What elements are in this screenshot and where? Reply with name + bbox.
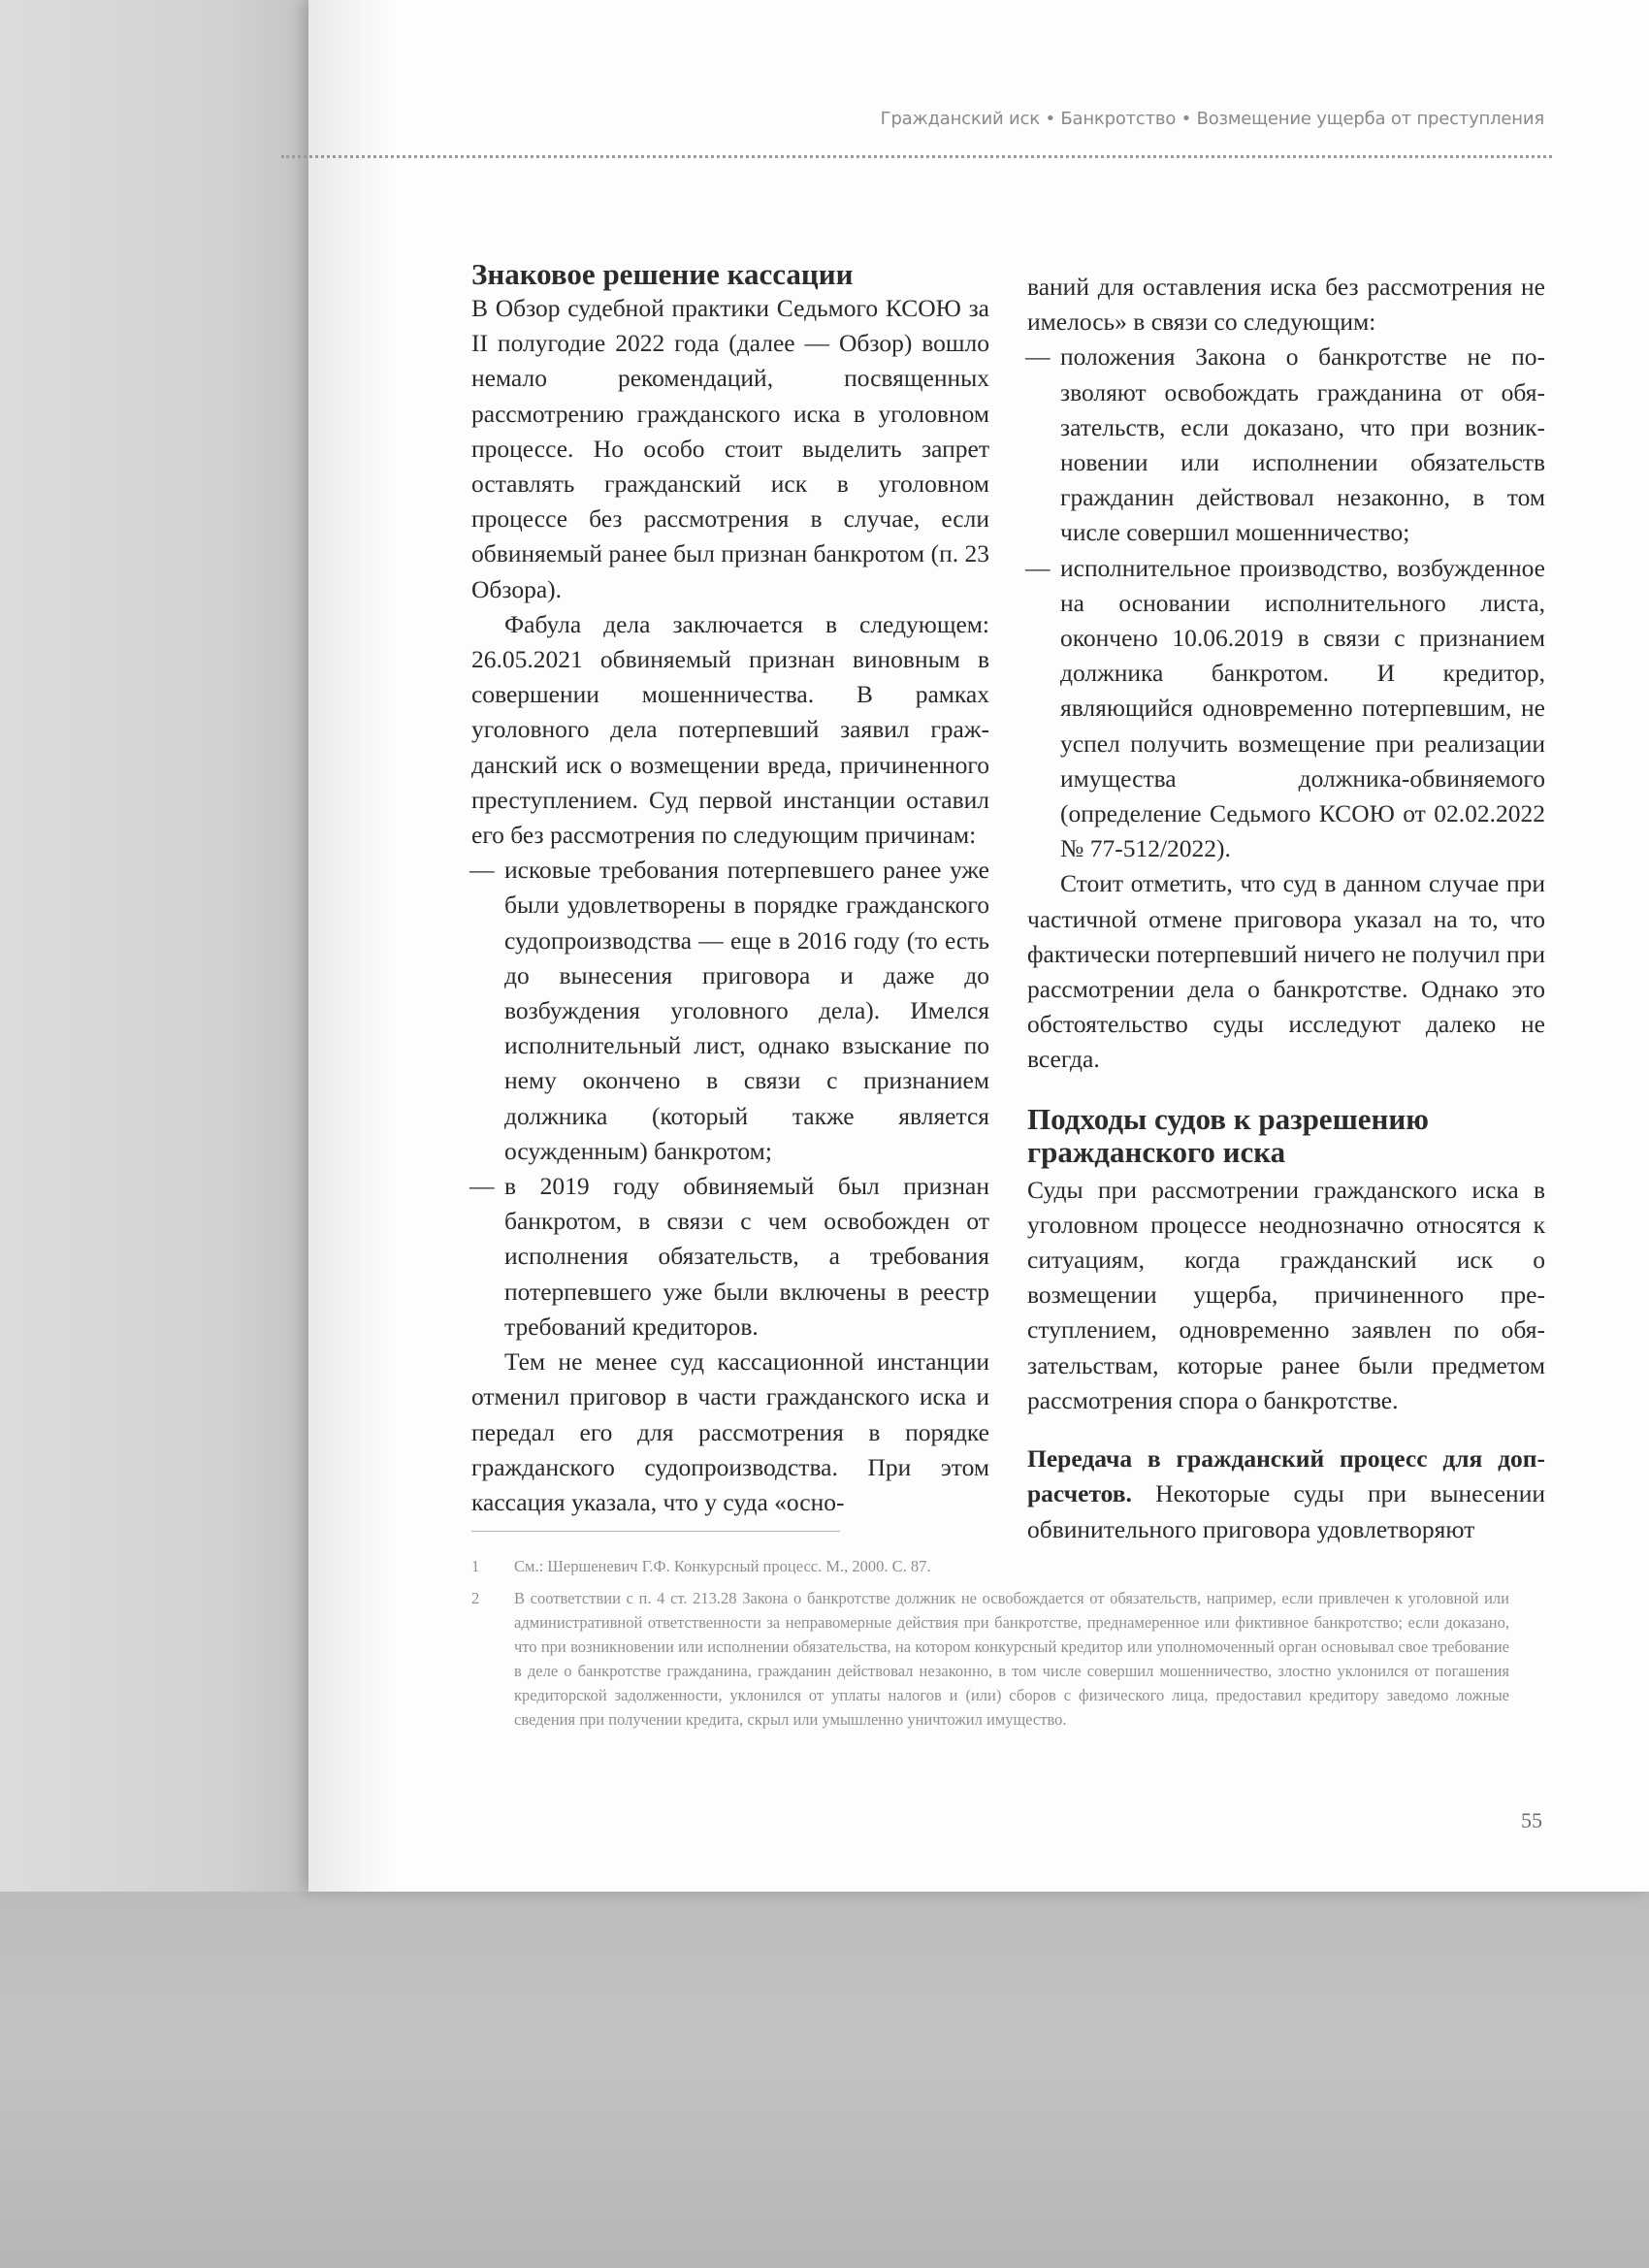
dash-list [471,853,989,1345]
section-heading-approaches: Подходы судов к разрешению гражданского иска [1027,1101,1429,1169]
spacer [1027,1418,1545,1442]
paragraph: Суды при рассмотрении гражданского иска в уголовном процессе неоднозначно относятся к ситуациям, когда гражданский иск о возмещении ущерба, причиненного преступлением, одновременно заявлен по обязательствам, которые ранее были предметом рассмотрения спора о банкротстве. [1027,1175,1545,1414]
list-item: — исполнительное производство, возбужденное на основании исполнительного листа, окончено 10.06.2019 в связи с признанием должника банкротом. И кредитор, являющийся одновременно потерпевшим, не успел получить возмещение при реализации имущества должника-обвиняемого (определение Седьмого КСОЮ от 02.02.2022 № 77-512/2022). [1027,551,1545,867]
list-item: — исковые требования потерпевшего ранее уже были удовлетворены в порядке гражданского судопроизводства — еще в 2016 году (то есть до вынесения приговора и даже до возбуждения уголовного дела). Имелся исполнительный лист, однако взыскание по нему окончено в связи с признанием должника (который также является осужденным) банкротом; [471,853,989,1169]
dash-list [1027,340,1545,866]
footnote-text: В соответствии с п. 4 ст. 213.28 Закона о банкротстве должник не освобождается от обязательств, например, если привлечен к уголовной или административной ответственности за неправомерные действия при банкротстве, преднамеренное или фиктивное банкротство; если доказано, что при возникновении или исполнении обязательства, на котором конкурсный кредитор или уполномоченный орган основывал свое требование в деле о банкротстве гражданина, гражданин действовал незаконно, в том числе совершил мошенничество, злостно уклонился от погашения кредиторской задолженности, уклонился от уплаты налогов и (или) сборов с физического лица, предоставил кредитору заведомо ложные сведения при получении кредита, скрыл или умышленно уничтожил имущество. [514,1589,1509,1729]
left-column [471,258,989,1520]
paragraph: Стоит отметить, что суд в данном случае при частичной отмене приговора указал на то, что фактически потерпевший ничего не получил при рассмотрении дела о банкротстве. Однако это обстоятельство суды исследуют далеко не всегда. [1027,869,1545,1074]
footnote-number: 1 [471,1557,480,1575]
footnote-number: 2 [471,1589,480,1607]
footnote [471,1586,1509,1732]
right-column [1027,270,1545,1547]
paragraph: ваний для оставления иска без рассмотрения не имелось» в связи со следующим: [1027,273,1545,337]
paragraph: Фабула дела заключается в следующем: 26.05.2021 обвиняемый признан виновным в совершении мошенничества. В рамках уголовного дела потерпевший заявил гражданский иск о возмещении вреда, причиненного преступлением. Суд первой инстанции оставил его без рассмотрения по следующим причинам: [471,609,989,850]
footnote-rule [471,1531,840,1532]
scanner-bed-bottom [0,1892,1649,2268]
paragraph [1027,1442,1545,1547]
section-heading-cassation: Знаковое решение кассации [471,257,854,291]
page-number: 55 [1521,1808,1542,1832]
list-item: — положения Закона о банкротстве не позволяют освобождать гражданина от обязательств, если доказано, что при возникновении или исполнении обязательств гражданин действовал незаконно, в том числе совершил мошенничество; [1027,340,1545,550]
paragraph: Тем не менее суд кассационной инстанции отменил приговор в части гражданского иска и передал его для рассмотрения в порядке гражданского судопроизводства. При этом кассация указала, что у суда «осно- [471,1347,989,1516]
paragraph-text: Некоторые суды при вынесении обвинительного приговора удовлетворяют [1027,1479,1545,1543]
bold-lead-in: Передача в гражданский процесс для допрасчетов. [1027,1444,1545,1508]
list-item: — в 2019 году обвиняемый был признан банкротом, в связи с чем освобожден от исполнения обязательств, а требования потерпевшего уже были включены в реестр требований кредиторов. [471,1169,989,1345]
page-gutter-shadow [308,0,396,1892]
header-dotted-rule [281,155,1552,158]
footnotes [471,1554,1509,1739]
running-head: Гражданский иск • Банкротство • Возмещение ущерба от преступления [880,109,1544,129]
footnote [471,1554,1509,1578]
footnote-text: См.: Шершеневич Г.Ф. Конкурсный процесс. М., 2000. С. 87. [514,1557,931,1575]
paragraph: В Обзор судебной практики Седьмого КСОЮ за II полугодие 2022 года (далее — Обзор) вошло немало рекомендаций, посвященных рассмотрению гражданского иска в уголовном процессе. Но особо стоит выделить запрет оставлять гражданский иск в уголовном процессе без рассмотрения в случае, если обвиняемый ранее был признан банкротом (п. 23 Обзора). [471,294,989,603]
